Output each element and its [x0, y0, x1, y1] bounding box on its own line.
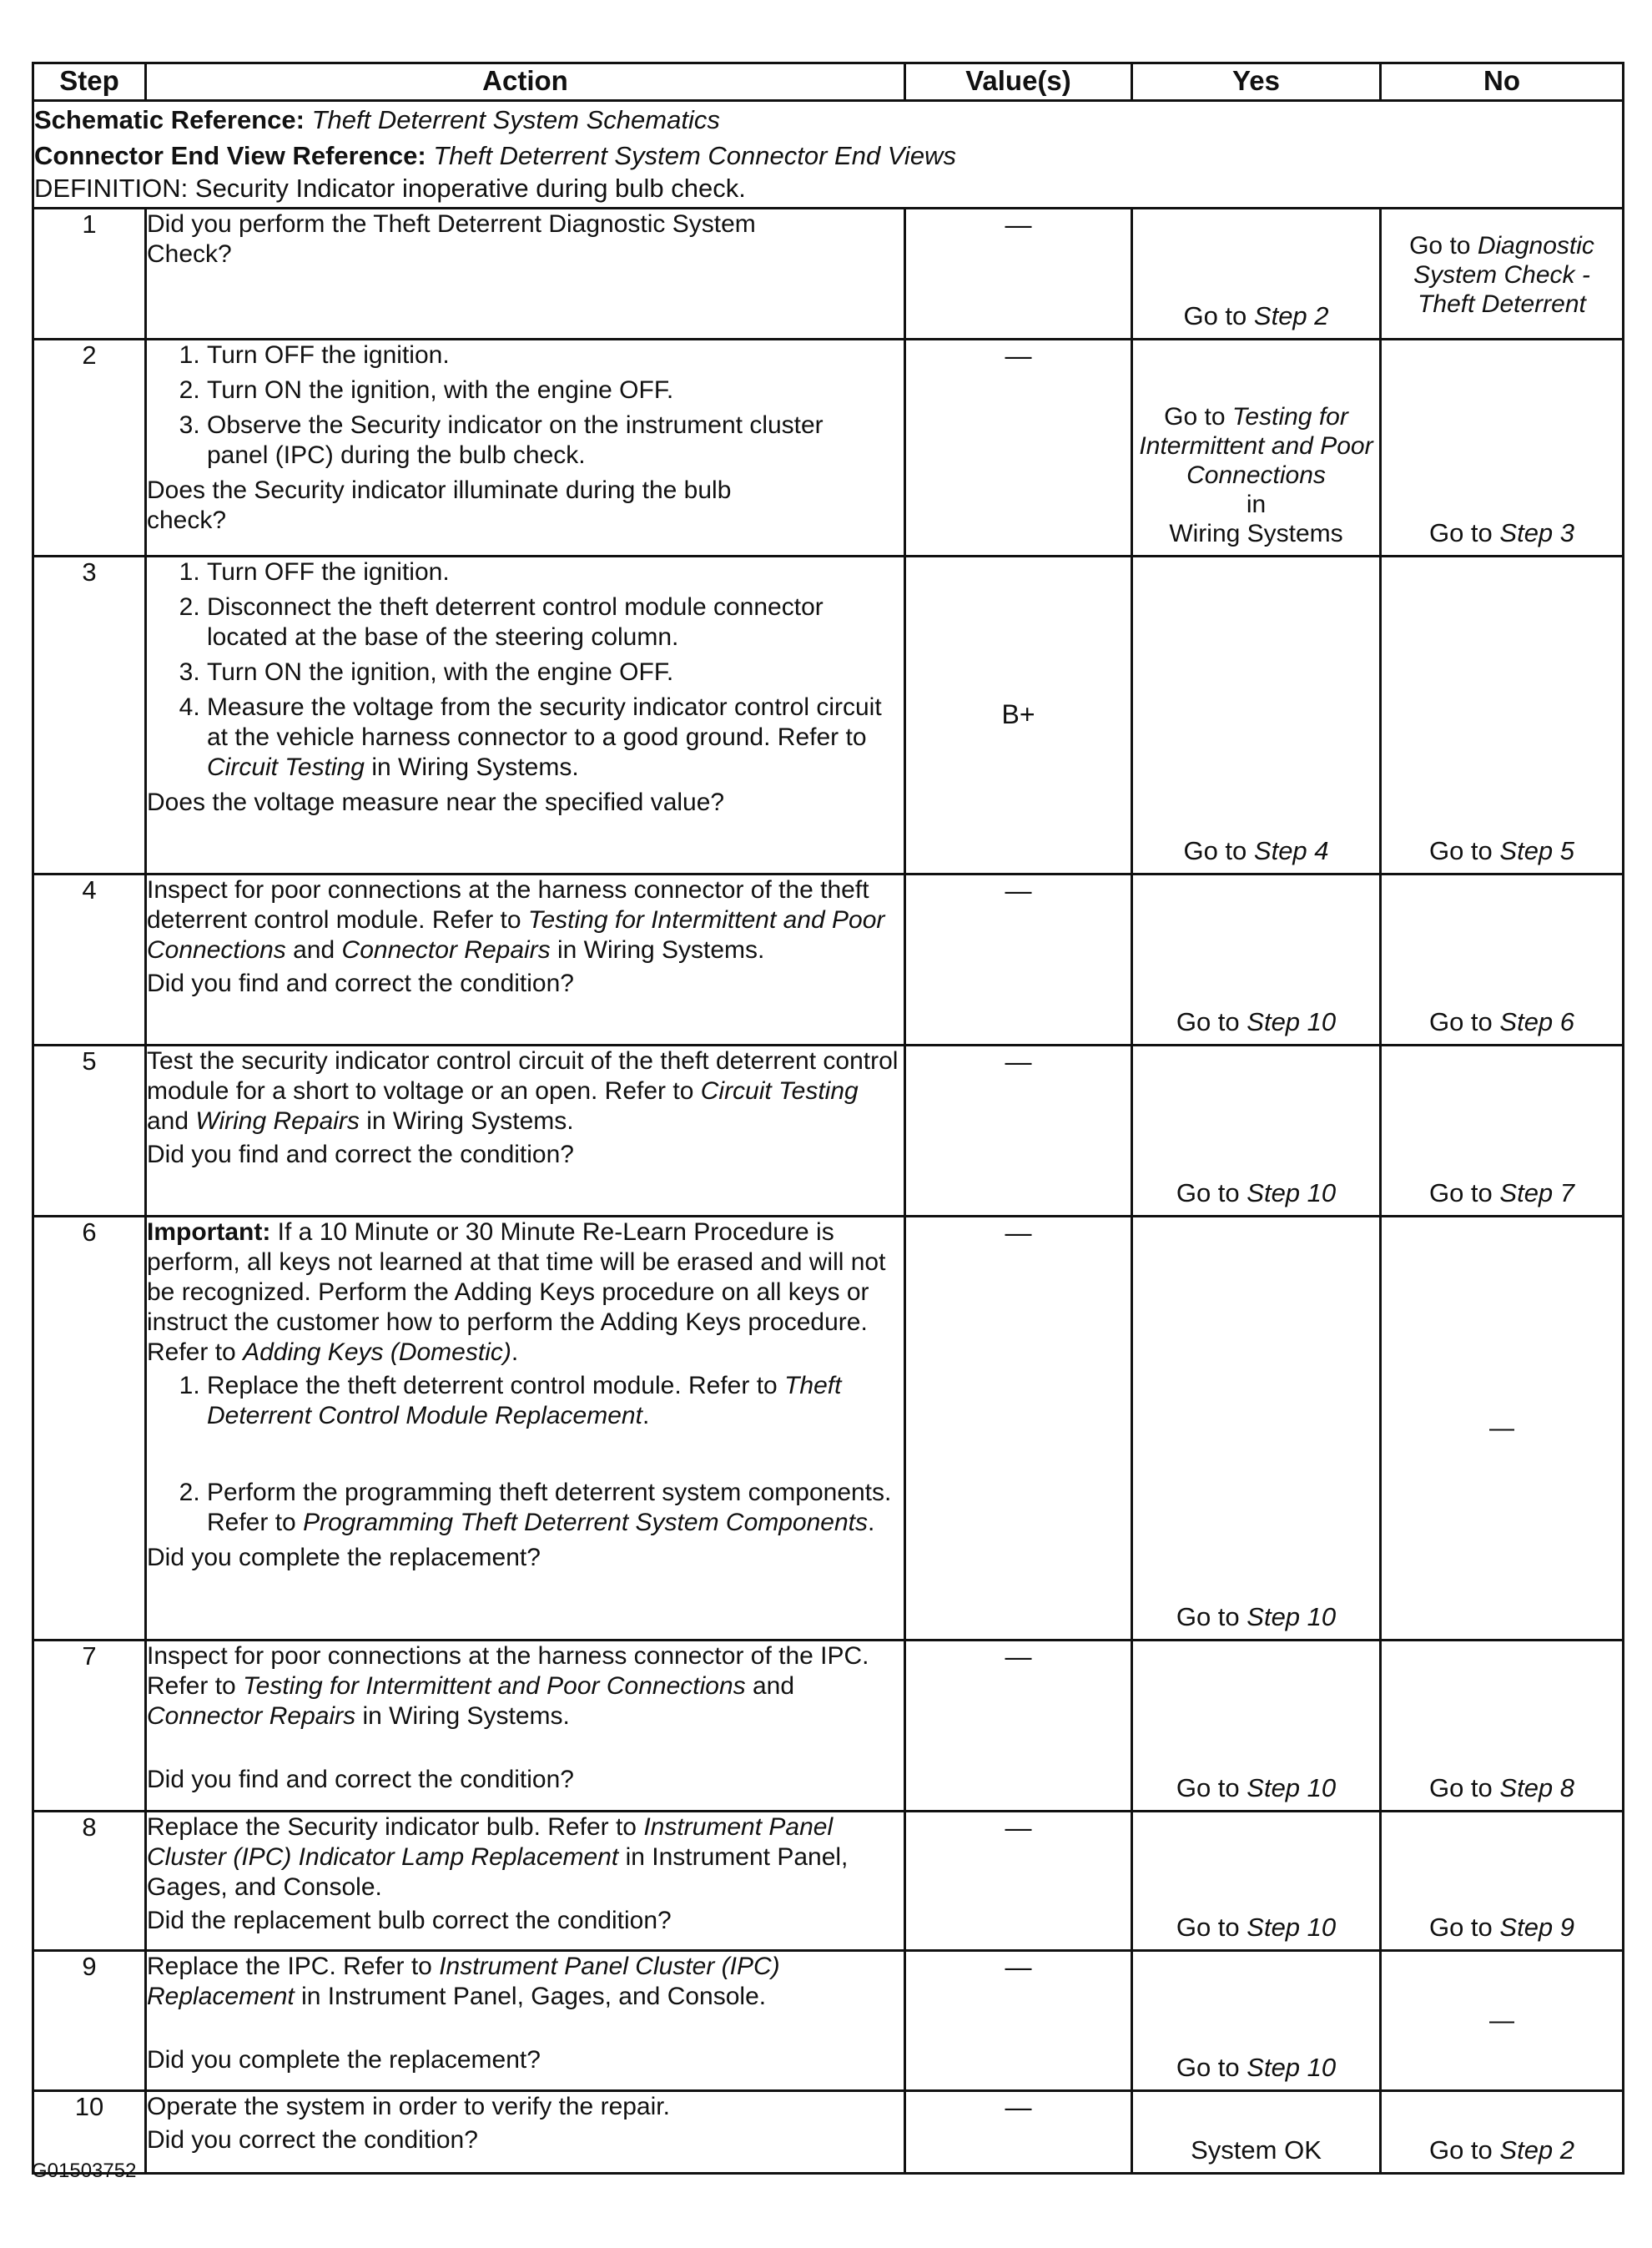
table-row — [33, 557, 1624, 875]
table-row — [33, 1951, 1624, 2091]
table-row — [33, 875, 1624, 1046]
procedure-item: 4. Measure the voltage from the security indicator control circuit at the vehicle harness connector to a good ground. Refer to Circuit Testing in Wiring Systems. — [207, 693, 904, 783]
yes-link[interactable]: Go to Step 10 — [1176, 1007, 1337, 1036]
yes-cell — [1132, 1046, 1381, 1217]
action-text: Test the security indicator control circuit of the theft deterrent control module for a short to voltage or an open. Refer to Circuit Testing and Wiring Repairs in Wiring Systems. — [147, 1047, 899, 1135]
action-question: Does the Security indicator illuminate during the bulb check? — [147, 476, 732, 534]
yes-link[interactable]: Go to Step 10 — [1176, 2053, 1337, 2082]
value-cell: — — [905, 2091, 1132, 2174]
no-link[interactable]: Go to Step 5 — [1428, 836, 1575, 865]
no-cell: — — [1381, 1217, 1624, 1641]
diagnostic-table — [32, 62, 1624, 2175]
procedure-item: 2. Turn ON the ignition, with the engine OFF. — [207, 376, 854, 406]
table-row — [33, 2091, 1624, 2174]
schematic-reference-label: Schematic Reference: — [34, 105, 305, 134]
action-question: Did you find and correct the condition? — [147, 1141, 574, 1168]
no-cell — [1381, 209, 1624, 340]
step-number: 10 — [33, 2091, 146, 2174]
action-text: Replace the IPC. Refer to Instrument Panel Cluster (IPC) Replacement in Instrument Panel, Gages, and Console. — [147, 1953, 780, 2010]
action-cell — [146, 2091, 905, 2174]
step-number: 3 — [33, 557, 146, 875]
action-question: Did you find and correct the condition? — [147, 970, 574, 997]
reference-link[interactable]: Testing for Intermittent and Poor Connections — [243, 1672, 746, 1700]
yes-cell — [1132, 1641, 1381, 1812]
procedure-item: 1. Turn OFF the ignition. — [207, 557, 904, 587]
reference-link[interactable]: Circuit Testing — [700, 1077, 859, 1105]
no-link[interactable]: Go to Diagnostic System Check - Theft Deterrent — [1409, 232, 1594, 318]
action-cell — [146, 209, 905, 340]
header-action: Action — [146, 63, 905, 101]
value-cell: — — [905, 340, 1132, 557]
reference-link[interactable]: Adding Keys (Domestic) — [243, 1338, 511, 1366]
action-question: Did you complete the replacement? — [147, 2046, 541, 2074]
no-cell — [1381, 557, 1624, 875]
action-cell — [146, 1951, 905, 2091]
connector-reference — [34, 138, 1622, 174]
yes-cell — [1132, 875, 1381, 1046]
important-label: Important: — [147, 1218, 271, 1246]
step-number: 9 — [33, 1951, 146, 2091]
action-text: Inspect for poor connections at the harness connector of the theft deterrent control module. Refer to Testing for Intermittent and Poor Connections and Connector Repairs in Wiring Systems. — [147, 876, 885, 964]
schematic-reference — [34, 102, 1622, 138]
yes-link[interactable]: Go to Step 4 — [1183, 836, 1329, 865]
action-cell — [146, 1641, 905, 1812]
important-note: Important: If a 10 Minute or 30 Minute Re-Learn Procedure is perform, all keys not learned at that time will be erased and will not be recognized. Perform the Adding Keys procedure on all keys or instruct the customer how to perform the Adding Keys procedure. Refer to Adding Keys (Domestic). — [147, 1218, 886, 1366]
procedure-list — [147, 340, 904, 471]
header-yes: Yes — [1132, 63, 1381, 101]
yes-link[interactable]: Go to Step 2 — [1183, 301, 1329, 330]
action-text: Replace the Security indicator bulb. Refer to Instrument Panel Cluster (IPC) Indicator Lamp Replacement in Instrument Panel, Gages, and Console. — [147, 1813, 849, 1901]
procedure-list — [147, 1371, 904, 1538]
no-cell — [1381, 340, 1624, 557]
header-step: Step — [33, 63, 146, 101]
step-number: 6 — [33, 1217, 146, 1641]
reference-link[interactable]: Theft Deterrent Control Module Replacement — [207, 1372, 842, 1429]
header-no: No — [1381, 63, 1624, 101]
table-row — [33, 1641, 1624, 1812]
value-cell: B+ — [905, 557, 1132, 875]
action-question: Did the replacement bulb correct the condition? — [147, 1907, 672, 1934]
no-cell: — — [1381, 1951, 1624, 2091]
no-cell — [1381, 875, 1624, 1046]
action-cell — [146, 1217, 905, 1641]
yes-link[interactable]: Go to Step 10 — [1176, 1178, 1337, 1207]
yes-cell — [1132, 340, 1381, 557]
no-link[interactable]: Go to Step 9 — [1428, 1913, 1575, 1942]
reference-link[interactable]: Connector Repairs — [341, 936, 551, 964]
action-cell — [146, 340, 905, 557]
no-link[interactable]: Go to Step 2 — [1428, 2135, 1575, 2165]
action-text: Inspect for poor connections at the harness connector of the IPC. Refer to Testing for Intermittent and Poor Connections and Connector Repairs in Wiring Systems. — [147, 1642, 869, 1730]
action-text: Did you perform the Theft Deterrent Diagnostic System Check? — [147, 210, 756, 268]
yes-link[interactable]: Go to Step 10 — [1176, 1773, 1337, 1802]
step-number: 8 — [33, 1812, 146, 1951]
reference-link[interactable]: Wiring Repairs — [195, 1107, 360, 1135]
step-number: 1 — [33, 209, 146, 340]
value-cell: — — [905, 875, 1132, 1046]
reference-link[interactable]: Connector Repairs — [147, 1702, 356, 1730]
value-cell: — — [905, 1641, 1132, 1812]
step-number: 4 — [33, 875, 146, 1046]
procedure-item: 1. Turn OFF the ignition. — [207, 340, 854, 370]
reference-info — [33, 101, 1624, 209]
figure-id: G01503752 — [32, 2160, 137, 2182]
reference-link[interactable]: Testing for Intermittent and Poor Connections — [147, 906, 885, 964]
value-cell: — — [905, 1812, 1132, 1951]
reference-link[interactable]: Circuit Testing — [207, 754, 365, 781]
no-link[interactable]: Go to Step 8 — [1428, 1773, 1575, 1802]
connector-reference-link[interactable]: Theft Deterrent System Connector End Views — [433, 141, 956, 170]
action-question: Did you find and correct the condition? — [147, 1766, 574, 1793]
yes-link[interactable]: Go to Step 10 — [1176, 1913, 1337, 1942]
schematic-reference-link[interactable]: Theft Deterrent System Schematics — [311, 105, 720, 134]
action-question: Does the voltage measure near the specified value? — [147, 789, 725, 816]
step-number: 2 — [33, 340, 146, 557]
yes-cell — [1132, 1217, 1381, 1641]
table-row — [33, 1217, 1624, 1641]
action-text: Operate the system in order to verify the repair. — [147, 2093, 670, 2120]
action-question: Did you complete the replacement? — [147, 1544, 541, 1571]
no-link[interactable]: Go to Step 7 — [1428, 1178, 1575, 1207]
procedure-list — [147, 557, 904, 783]
action-cell — [146, 557, 905, 875]
header-values: Value(s) — [905, 63, 1132, 101]
reference-link[interactable]: Programming Theft Deterrent System Components — [303, 1509, 868, 1536]
header-row — [33, 63, 1624, 101]
table-row — [33, 209, 1624, 340]
table-row — [33, 1812, 1624, 1951]
value-cell: — — [905, 1951, 1132, 2091]
procedure-item: 2. Disconnect the theft deterrent control module connector located at the base of the steering column. — [207, 592, 904, 653]
definition-text: DEFINITION: Security Indicator inoperative during bulb check. — [34, 174, 746, 203]
connector-reference-label: Connector End View Reference: — [34, 141, 426, 170]
reference-row — [33, 101, 1624, 209]
yes-cell — [1132, 1812, 1381, 1951]
reference-link[interactable]: Instrument Panel Cluster (IPC) Indicator Lamp Replacement — [147, 1813, 834, 1871]
procedure-item: 2. Perform the programming theft deterrent system components. Refer to Programming Theft Deterrent System Components. — [207, 1478, 904, 1538]
value-cell: — — [905, 1217, 1132, 1641]
table-row — [33, 1046, 1624, 1217]
procedure-item: 3. Turn ON the ignition, with the engine OFF. — [207, 658, 904, 688]
no-link[interactable]: Go to Step 3 — [1428, 518, 1575, 547]
yes-link[interactable]: Go to Step 10 — [1176, 1602, 1337, 1631]
yes-cell — [1132, 2091, 1381, 2174]
step-number: 7 — [33, 1641, 146, 1812]
reference-link[interactable]: Instrument Panel Cluster (IPC) Replacement — [147, 1953, 780, 2010]
no-link[interactable]: Go to Step 6 — [1428, 1007, 1575, 1036]
no-cell — [1381, 2091, 1624, 2174]
no-cell — [1381, 1641, 1624, 1812]
yes-result: System OK — [1191, 2135, 1322, 2165]
no-cell — [1381, 1812, 1624, 1951]
value-cell: — — [905, 1046, 1132, 1217]
yes-link[interactable]: Go to Testing for Intermittent and Poor Connections in Wiring Systems — [1139, 403, 1373, 547]
action-cell — [146, 875, 905, 1046]
no-cell — [1381, 1046, 1624, 1217]
step-number: 5 — [33, 1046, 146, 1217]
yes-cell — [1132, 557, 1381, 875]
action-cell — [146, 1812, 905, 1951]
yes-cell — [1132, 1951, 1381, 2091]
yes-cell — [1132, 209, 1381, 340]
action-question: Did you correct the condition? — [147, 2126, 478, 2154]
value-cell: — — [905, 209, 1132, 340]
action-cell — [146, 1046, 905, 1217]
procedure-item: 3. Observe the Security indicator on the instrument cluster panel (IPC) during the bulb check. — [207, 411, 854, 471]
procedure-item: 1. Replace the theft deterrent control module. Refer to Theft Deterrent Control Module Replacement. — [207, 1371, 904, 1431]
table-row — [33, 340, 1624, 557]
